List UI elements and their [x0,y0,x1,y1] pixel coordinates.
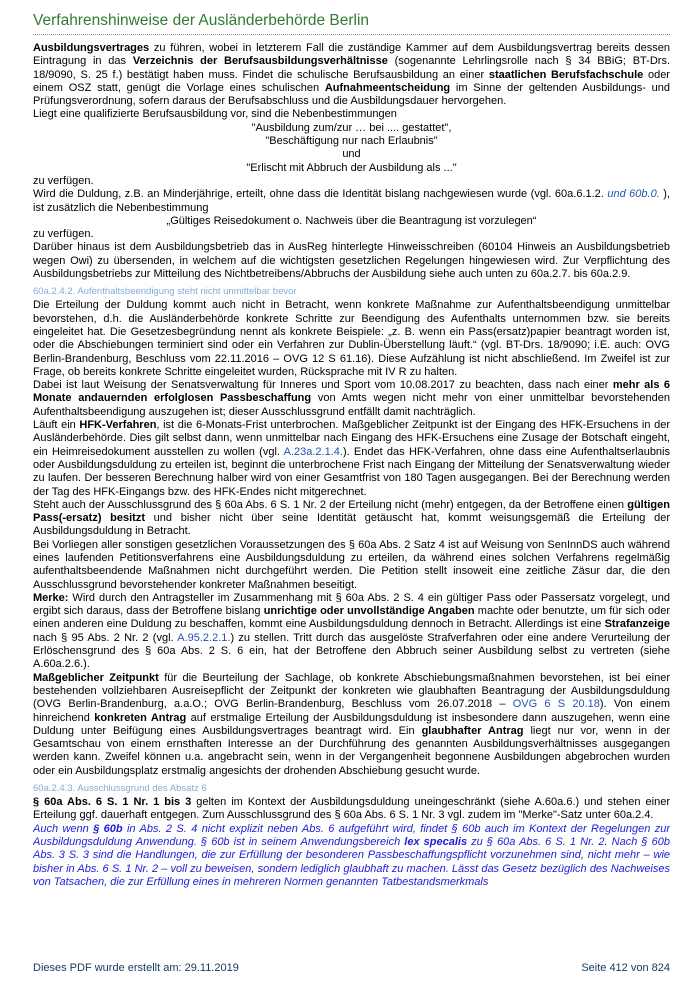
paragraph [33,175,670,188]
paragraph [33,499,670,539]
paragraph [33,592,670,672]
text-segment: Die Erteilung der Duldung kommt auch nicht in Betracht, wenn konkrete Maßnahme zur Aufenthaltsbeendigung unmittelbar bevorstehen, d.h. die Ausländerbehörde konkrete Schritte zur Beendigung des Aufenthalts unternommen bzw. sie bereits eingeleitet hat. Die Gesetzesbegründung nennt als konkrete Beispiele: „z. B. wenn ein Pass(ersatz)papier beantragt worden ist, oder die Abschiebungen terminiert sind oder ein Verfahren zur Dublin-Überstellung läuft.“ (vgl. BT-Drs. 18/9090; i.E. auch: OVG Berlin-Brandenburg, Beschluss vom 22.11.2016 – OVG 12 S 61.16). Diese Aufzählung ist nicht abschließend. Im Zweifel ist zur Frage, ob bereits konkrete Schritte eingeleitet wurden, Rücksprache mit IV R zu halten. [33,299,670,378]
paragraph [33,228,670,241]
text-segment: "Beschäftigung nur nach Erlaubnis" [265,135,438,148]
text-segment: glaubhafter Antrag [421,724,524,737]
text-segment: Auch wenn [33,822,94,835]
cross-reference-link[interactable]: und 60b.0. [607,188,660,201]
text-segment: Merke: [33,591,69,604]
section-heading: 60a.2.4.3. Ausschlussgrund des Absatz 6 [33,783,207,795]
cross-reference-link[interactable]: A.23a.2.1.4. [283,445,343,458]
text-segment: ). Endet das HFK-Verfahren, ohne dass eine Aufenthaltserlaubnis oder Ausbildungsduldung zu erteilen ist, beginnt die unterbrochene Frist nach Eingang der Mitteilung der Senatsverwaltung wieder zu laufen. Der besseren Berechnung halber wird von einer Gesamtfrist von 180 Tagen ausgegangen. Bei der Berechnung werden der Tag des HFK-Eingangs bzw. des HFK-Endes nicht mitgerechnet. [33,445,670,498]
text-segment: ). Von einem hinreichend [33,698,670,724]
text-segment: (sogenannte Lehrlingsrolle nach § 34 BBiG; BT-Drs. 18/9090, S. 25 f.) bestätigt haben muss. Findet die schulische Berufsausbildung an einer [33,55,670,81]
footer-page-number: Seite 412 von 824 [581,962,670,974]
text-segment: HFK-Verfahren [79,419,157,432]
text-segment: konkreten Antrag [94,711,187,724]
page-title: Verfahrenshinweise der Ausländerbehörde Berlin [33,12,370,29]
text-segment: zu verfügen. [33,174,94,187]
centered-clause [33,215,670,228]
text-segment: gelten im Kontext der Ausbildungsduldung uneingeschränkt (siehe A.60a.6.) und stehen einer Erteilung ggf. dauerhaft entgegen. Zum Ausschlussgrund des § 60a Abs. 6 S. 1 Nr. 3 vgl. zudem im "Merke"-Satz unter 60a.2.4. [33,796,670,822]
text-segment: Dabei ist laut Weisung der Senatsverwaltung für Inneres und Sport vom 10.08.2017 zu beachten, dass nach einer [33,379,613,392]
text-segment: Ausbildungsvertrages [33,42,150,54]
text-segment: staatlichen Berufsfachschule [488,68,644,81]
centered-clause [33,148,670,161]
text-segment: für die Beurteilung der Sachlage, ob konkrete Abschiebungsmaßnahmen bevorstehen, ist bei einer bestehenden vollziehbaren Ausreisepflicht der Zeitpunkt der konkreten wie glaubhaften Beantragung der Ausbildungsduldung (OVG Berlin-Brandenburg, a.a.O.; OVG Berlin-Brandenburg, Beschluss vom 26.07.2018 – [33,671,670,711]
paragraph [33,823,670,889]
text-segment: ), ist zusätzlich die Nebenbestimmung [33,188,670,214]
paragraph [33,796,670,823]
text-segment: "Ausbildung zum/zur … bei .... gestattet", [251,121,452,134]
text-segment: Darüber hinaus ist dem Ausbildungsbetrieb das in AusReg hinterlegte Hinweisschreiben (60104 Hinweis an Ausbildungsbetrieb wegen Owi) zu übersenden, in welchem auf die wichtigsten gesetzlichen Regelungen hingewiesen wird. Zur Verpflichtung des Ausbildungsbetriebs zur Mitteilung des Nichtbetreibens/Abbruchs der Ausbildung siehe auch unten zu 60a.2.7. bis 60a.2.9. [33,241,670,281]
text-segment: zu führen, wobei in letzterem Fall die zuständige Kammer auf dem Ausbildungsvertrag bereits dessen Eintragung in das [33,42,670,68]
text-segment: liegt nur vor, wenn in der Gesamtschau von einem ernsthaften Interesse an der Durchführung des genannten Ausbildungsverhältnisses ausgegangen werden kann. Zweifel können u.a. angebracht sein, wenn in der Vergangenheit begonnene Ausbildungen abgebrochen wurden oder ein Ausbildungsplatz erstmalig angesichts der drohenden Abschiebung gesucht wurde. [33,724,670,777]
paragraph [33,379,670,419]
text-segment: lex specalis [404,835,468,848]
centered-clause [33,162,670,175]
text-segment: zu § 60a Abs. 6 S. 1 Nr. 2. Nach § 60b Abs. 3 S. 3 sind die Handlungen, die zur Erfüllung der besonderen Passbeschaffungspflicht vorzunehmen sind, nicht mehr – wie bisher in Abs. 6 S. 1 Nr. 2 – voll zu beweisen, sondern lediglich glaubhaft zu machen. Lässt das Gesetz bezüglich des Nachweises von Tatsachen, die zur Erfüllung eines in mehreren Normen genannten Tatbestandsmerkmals [33,835,670,888]
paragraph [33,241,670,281]
text-segment: Liegt eine qualifizierte Berufsausbildung vor, sind die Nebenbestimmungen [33,108,397,121]
text-segment: nach § 95 Abs. 2 Nr. 2 (vgl. [33,631,178,644]
text-segment: Bei Vorliegen aller sonstigen gesetzlichen Voraussetzungen des § 60a Abs. 2 Satz 4 ist auf Weisung von SenInnDS auch während eines laufenden Petitionsverfahrens eine Ausbildungsduldung zu erteilen, da während eines solchen Verfahrens regelmäßig aufenthaltsbeendende Maßnahmen nicht durchgeführt werden. Die Petition stellt insoweit eine zeitliche Zäsur dar, die den Ausschlussgrund bevorstehender konkreter Maßnahmen beseitigt. [33,538,670,591]
text-segment: Wird durch den Antragsteller im Zusammenhang mit § 60a Abs. 2 S. 4 ein gültiger Pass oder Passersatz vorgelegt, und ergibt sich daraus, dass der Betroffene bislang [33,591,670,618]
paragraph [33,108,670,121]
text-segment: zu verfügen. [33,228,94,241]
text-segment: § 60a Abs. 6 S. 1 Nr. 1 bis 3 [33,796,192,809]
text-segment: in Abs. 2 S. 4 nicht explizit neben Abs. 6 aufgeführt wird, findet § 60b auch im Kontext der Regelungen zur Ausbildungsduldung Anwendung. § 60b ist in seinem Anwendungsbereich [33,822,670,848]
text-segment: Verzeichnis der Berufsausbildungsverhältnisse [132,55,388,68]
centered-clause [33,135,670,148]
paragraph [33,42,670,108]
paragraph [33,299,670,379]
text-segment: von Amts wegen nicht mehr von einer unmittelbar bevorstehenden Aufenthaltsbeendigung auszugehen ist; dieser Ausschlussgrund entfällt damit nachträglich. [33,392,670,418]
text-segment: mehr als 6 Monate andauernden erfolglosen Passbeschaffung [33,379,670,405]
centered-clause [33,122,670,135]
text-segment: Steht auch der Ausschlussgrund des § 60a Abs. 6 S. 1 Nr. 2 der Erteilung nicht (mehr) entgegen, da der Betroffene einen [33,498,628,511]
text-segment: ) zu stellen. Tritt durch das ausgelöste Strafverfahren oder eine andere Verurteilung der Erlöschensgrund des § 60a Abs. 2 S. 6 ein, hat der Betroffene den Abbruch seiner Ausbildung selbst zu vertreten (siehe A.60a.2.6.). [33,631,670,671]
paragraph [33,539,670,592]
page-footer [33,962,670,974]
cross-reference-link[interactable]: A.95.2.2.1. [177,631,231,644]
footer-created-date: Dieses PDF wurde erstellt am: 29.11.2019 [33,962,239,974]
text-segment: und bisher nicht über seine Identität getäuscht hat, kommt weisungsgemäß die Erteilung der Ausbildungsduldung in Betracht. [33,512,670,538]
paragraph [33,419,670,499]
text-segment: § 60b [93,822,123,835]
text-segment: oder einem OSZ statt, genügt die Vorlage eines schulischen [33,68,670,94]
text-segment: machte oder benutzte, um für sich oder einen anderen eine Duldung zu beschaffen, kommt eine Ausbildungsduldung dennoch in Betracht. Allerdings ist eine [33,605,670,631]
paragraph [33,188,670,215]
text-segment: und [342,148,361,161]
text-segment: Läuft ein [33,419,80,432]
text-segment: im Sinne der geltenden Ausbildungs- und Prüfungsverordnung, sofern daraus der Berufsabschluss und die Ausbildungsdauer hervorgehen. [33,81,670,108]
text-segment: auf erstmalige Erteilung der Ausbildungsduldung ist insbesondere dann auszugehen, wenn eine Duldung unter Beifügung eines Ausbildungsvertrages beantragt wird. Ein [33,711,670,737]
text-segment: unrichtige oder unvollständige Angaben [263,605,475,618]
text-segment: Aufnahmeentscheidung [324,81,451,94]
text-segment: Maßgeblicher Zeitpunkt [33,671,159,684]
text-segment: Wird die Duldung, z.B. an Minderjährige, erteilt, ohne dass die Identität bislang nachgewiesen wurde (vgl. 60a.6.1.2. [33,188,608,201]
section-heading: 60a.2.4.2. Aufenthaltsbeendigung steht nicht unmittelbar bevor [33,286,297,298]
text-segment: gültigen Pass(-ersatz) besitzt [33,498,670,525]
text-segment: "Erlischt mit Abbruch der Ausbildung als ..." [246,161,457,174]
title-divider [33,34,670,35]
cross-reference-link[interactable]: OVG 6 S 20.18 [512,698,600,711]
document-content [33,42,670,889]
text-segment: „Gültiges Reisedokument o. Nachweis über die Beantragung ist vorzulegen“ [166,214,537,227]
text-segment: , ist die 6-Monats-Frist unterbrochen. Maßgeblicher Zeitpunkt ist der Eingang des HFK-Ersuchens in der Ausländerbehörde. Dies gilt selbst dann, wenn unmittelbar nach Eingang des HFK-Ersuchens eine Zusage der Botschaft eingeht, ein Heimreisedokument ausstellen zu wollen (vgl. [33,419,670,458]
text-segment: Strafanzeige [604,618,670,631]
paragraph [33,672,670,778]
